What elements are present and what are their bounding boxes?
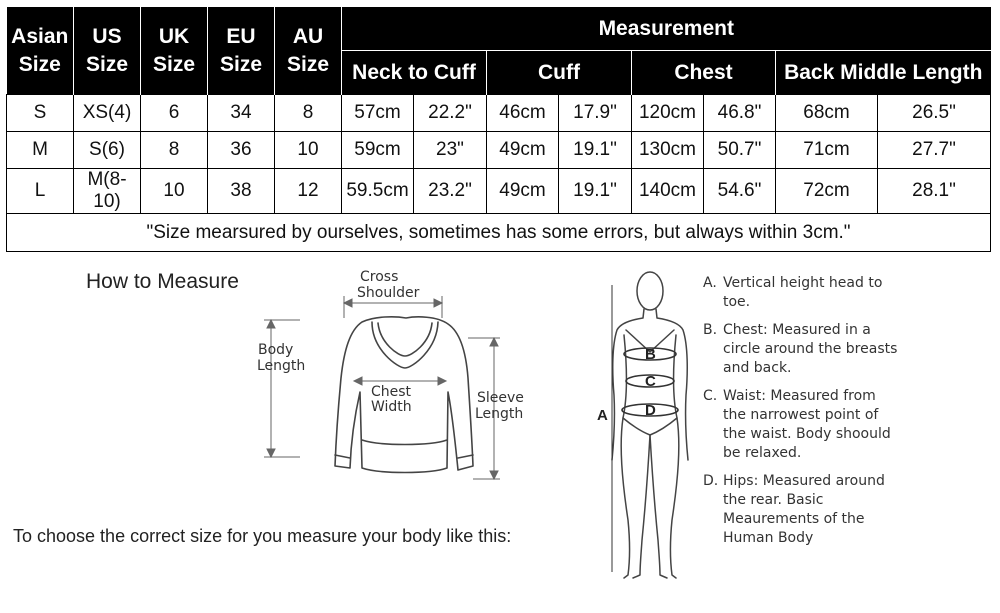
body-length-arrow bbox=[264, 320, 300, 457]
header-back-middle-length: Back Middle Length bbox=[776, 51, 991, 95]
header-cuff: Cuff bbox=[487, 51, 632, 95]
body-label-b: B bbox=[645, 346, 656, 363]
table-cell: 72cm bbox=[776, 169, 878, 214]
table-cell: 68cm bbox=[776, 95, 878, 132]
body-label-a: A bbox=[597, 407, 608, 424]
table-cell: 22.2" bbox=[414, 95, 487, 132]
body-label-c: C bbox=[645, 373, 656, 390]
table-cell: 38 bbox=[208, 169, 275, 214]
table-cell: 19.1" bbox=[559, 132, 632, 169]
table-cell: 26.5" bbox=[878, 95, 991, 132]
table-cell: 57cm bbox=[342, 95, 414, 132]
measurement-notes bbox=[703, 274, 903, 557]
table-cell: 49cm bbox=[487, 132, 559, 169]
table-cell: 46cm bbox=[487, 95, 559, 132]
table-cell: 46.8" bbox=[704, 95, 776, 132]
cross-shoulder-label-line2: Shoulder bbox=[357, 285, 420, 301]
body-length-label-line1: Body bbox=[258, 342, 294, 358]
note-b: B. Chest: Measured in a circle around the breasts and back. bbox=[703, 322, 898, 376]
table-cell: 8 bbox=[141, 132, 208, 169]
body-length-label-line2: Length bbox=[257, 358, 306, 374]
table-cell: 130cm bbox=[632, 132, 704, 169]
choose-size-instruction: To choose the correct size for you measure your body like this: bbox=[13, 526, 512, 546]
sleeve-length-label-line1: Sleeve bbox=[477, 390, 524, 406]
table-cell: 6 bbox=[141, 95, 208, 132]
note-d: D. Hips: Measured around the rear. Basic Meaurements of the Human Body bbox=[703, 473, 885, 546]
table-cell: 23.2" bbox=[414, 169, 487, 214]
note-c: C. Waist: Measured from the narrowest point of the waist. Body shoould be relaxed. bbox=[703, 388, 891, 461]
table-cell: 28.1" bbox=[878, 169, 991, 214]
table-cell: 10 bbox=[141, 169, 208, 214]
table-cell: 17.9" bbox=[559, 95, 632, 132]
table-cell: 120cm bbox=[632, 95, 704, 132]
table-cell: 10 bbox=[275, 132, 342, 169]
table-cell: 54.6" bbox=[704, 169, 776, 214]
table-cell: L bbox=[7, 169, 74, 214]
header-asian-size: Asian Size bbox=[7, 7, 74, 95]
table-cell: 50.7" bbox=[704, 132, 776, 169]
chest-width-label-line2: Width bbox=[371, 399, 412, 415]
table-cell: M(8-10) bbox=[74, 169, 141, 214]
table-cell: 71cm bbox=[776, 132, 878, 169]
header-us-size: US Size bbox=[74, 7, 141, 95]
table-cell: 140cm bbox=[632, 169, 704, 214]
note-b-text: Chest: Measured in a circle around the breasts and back. bbox=[723, 322, 898, 376]
table-cell: 34 bbox=[208, 95, 275, 132]
header-uk-size: UK Size bbox=[141, 7, 208, 95]
note-d-text: Hips: Measured around the rear. Basic Meaurements of the Human Body bbox=[723, 473, 885, 546]
table-cell: 23" bbox=[414, 132, 487, 169]
table-cell: 12 bbox=[275, 169, 342, 214]
table-cell: M bbox=[7, 132, 74, 169]
header-neck-to-cuff: Neck to Cuff bbox=[342, 51, 487, 95]
table-cell: 59.5cm bbox=[342, 169, 414, 214]
table-cell: 19.1" bbox=[559, 169, 632, 214]
table-cell: XS(4) bbox=[74, 95, 141, 132]
body-label-d: D bbox=[645, 402, 656, 419]
table-cell: S(6) bbox=[74, 132, 141, 169]
table-cell: 27.7" bbox=[878, 132, 991, 169]
header-eu-size: EU Size bbox=[208, 7, 275, 95]
table-cell: 49cm bbox=[487, 169, 559, 214]
note-a-text: Vertical height head to toe. bbox=[723, 275, 883, 310]
table-cell: 36 bbox=[208, 132, 275, 169]
table-cell: 59cm bbox=[342, 132, 414, 169]
measurement-note: "Size mearsured by ourselves, sometimes has some errors, but always within 3cm." bbox=[7, 214, 991, 252]
cross-shoulder-label-line1: Cross bbox=[360, 269, 399, 285]
note-a: A. Vertical height head to toe. bbox=[703, 275, 883, 310]
chest-width-label-line1: Chest bbox=[371, 384, 412, 400]
body-figure-illustration bbox=[612, 272, 688, 578]
sleeve-length-label-line2: Length bbox=[475, 406, 524, 422]
header-measurement: Measurement bbox=[342, 7, 991, 51]
table-cell: 8 bbox=[275, 95, 342, 132]
header-au-size: AU Size bbox=[275, 7, 342, 95]
header-chest: Chest bbox=[632, 51, 776, 95]
note-c-text: Waist: Measured from the narrowest point of the waist. Body shoould be relaxed. bbox=[723, 388, 891, 461]
table-cell: S bbox=[7, 95, 74, 132]
how-to-measure-title: How to Measure bbox=[86, 270, 239, 293]
